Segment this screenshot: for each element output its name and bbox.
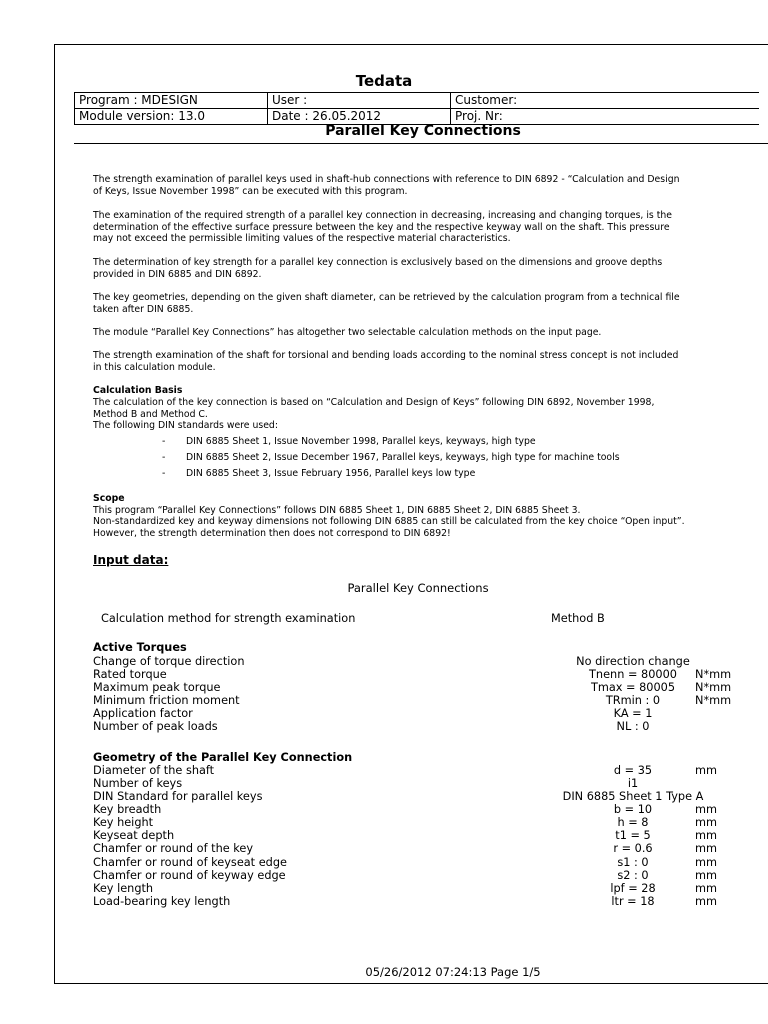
row-value: s1 : 0: [617, 856, 649, 869]
table-row: [93, 869, 768, 882]
intro-paragraph: The key geometries, depending on the given shaft diameter, can be retrieved by the calculation program from a technical file taken after DIN 6885.: [93, 292, 680, 315]
proj-nr-cell: Proj. Nr:: [451, 109, 760, 125]
calculation-basis-text: The calculation of the key connection is based on “Calculation and Design of Keys” following DIN 6892, November 1998, Method B and Method C.: [93, 397, 655, 420]
row-value: Tnenn = 80000: [589, 668, 677, 681]
row-label: Change of torque direction: [93, 655, 245, 668]
row-unit: mm: [695, 803, 718, 816]
table-row: [93, 707, 768, 720]
table-row: [93, 777, 768, 790]
row-label: Minimum friction moment: [93, 694, 240, 707]
row-label: Keyseat depth: [93, 829, 175, 842]
standards-intro: The following DIN standards were used:: [93, 420, 278, 431]
row-unit: N*mm: [695, 681, 732, 694]
table-row: [93, 694, 768, 707]
table-row: [93, 668, 768, 681]
scope-line: Non-standardized key and keyway dimensions not following DIN 6885 can still be calculated from the key choice “Open input”.: [93, 516, 685, 527]
row-label: Diameter of the shaft: [93, 764, 215, 777]
scope-line: This program “Parallel Key Connections” follows DIN 6885 Sheet 1, DIN 6885 Sheet 2, DIN 6885 Sheet 3.: [93, 505, 581, 516]
row-label: Chamfer or round of keyway edge: [93, 869, 286, 882]
row-value: r = 0.6: [613, 842, 653, 855]
intro-paragraph: The examination of the required strength of a parallel key connection in decreasing, increasing and changing torques, is the determination of the effective surface pressure between the key and the respective keyway wall on the shaft. This pressure may not exceed the permissible limiting values of the respective material characteristics.: [93, 210, 672, 244]
table-row: [93, 882, 768, 895]
header-table: [74, 92, 759, 125]
row-value: No direction change: [576, 655, 690, 668]
intro-paragraph: The strength examination of the shaft for torsional and bending loads according to the nominal stress concept is not included in this calculation module.: [93, 350, 679, 373]
table-row: [93, 681, 768, 694]
method-label: Calculation method for strength examination: [101, 612, 356, 625]
row-label: Key breadth: [93, 803, 162, 816]
row-label: DIN Standard for parallel keys: [93, 790, 263, 803]
input-data-heading: Input data:: [93, 553, 169, 567]
bullet-dash: -: [162, 468, 166, 479]
table-row: [93, 803, 768, 816]
table-row: [93, 720, 768, 733]
document-title: Parallel Key Connections: [325, 123, 521, 139]
row-label: Chamfer or round of keyseat edge: [93, 856, 287, 869]
row-unit: mm: [695, 895, 718, 908]
intro-paragraph: The strength examination of parallel keys used in shaft-hub connections with reference to DIN 6892 - “Calculation and Design of Keys, Issue November 1998” can be executed with this program.: [93, 174, 680, 197]
standard-item: DIN 6885 Sheet 1, Issue November 1998, Parallel keys, keyways, high type: [186, 436, 536, 447]
customer-cell: Customer:: [451, 93, 760, 109]
bullet-dash: -: [162, 436, 166, 447]
geometry-heading: Geometry of the Parallel Key Connection: [93, 751, 353, 764]
row-value: i1: [627, 777, 639, 790]
bullet-dash: -: [162, 452, 166, 463]
method-row: [93, 612, 768, 625]
table-row: [93, 790, 768, 803]
table-row: [93, 829, 768, 842]
standard-item: DIN 6885 Sheet 3, Issue February 1956, Parallel keys low type: [186, 468, 476, 479]
row-unit: mm: [695, 882, 718, 895]
table-row: [93, 764, 768, 777]
row-value: DIN 6885 Sheet 1 Type A: [562, 790, 704, 803]
row-value: t1 = 5: [615, 829, 651, 842]
row-unit: mm: [695, 842, 718, 855]
row-value: h = 8: [617, 816, 649, 829]
row-value: b = 10: [613, 803, 653, 816]
table-row: [93, 655, 768, 668]
table-row: [93, 842, 768, 855]
row-label: Number of peak loads: [93, 720, 218, 733]
method-value: Method B: [551, 612, 605, 625]
table-row: [93, 895, 768, 908]
row-label: Key height: [93, 816, 154, 829]
active-torques-heading: Active Torques: [93, 641, 187, 654]
row-unit: mm: [695, 816, 718, 829]
table-row: [93, 856, 768, 869]
row-value: TRmin : 0: [605, 694, 661, 707]
date-cell: Date : 26.05.2012: [268, 109, 451, 125]
row-unit: N*mm: [695, 668, 732, 681]
row-unit: mm: [695, 829, 718, 842]
row-unit: mm: [695, 856, 718, 869]
table-row: [93, 816, 768, 829]
user-cell: User :: [268, 93, 451, 109]
row-value: lpf = 28: [610, 882, 656, 895]
page-footer: 05/26/2012 07:24:13 Page 1/5: [365, 965, 541, 979]
scope-heading: Scope: [93, 493, 125, 504]
input-section-title: Parallel Key Connections: [347, 581, 489, 595]
scope-line: However, the strength determination then does not correspond to DIN 6892!: [93, 528, 451, 539]
module-version-cell: Module version: 13.0: [75, 109, 268, 125]
row-unit: mm: [695, 764, 718, 777]
row-label: Application factor: [93, 707, 193, 720]
row-value: d = 35: [613, 764, 653, 777]
company-name: Tedata: [355, 72, 413, 90]
row-unit: N*mm: [695, 694, 732, 707]
program-cell: Program : MDESIGN: [75, 93, 268, 109]
row-label: Rated torque: [93, 668, 167, 681]
intro-paragraph: The determination of key strength for a parallel key connection is exclusively based on the dimensions and groove depths provided in DIN 6885 and DIN 6892.: [93, 257, 663, 280]
row-label: Key length: [93, 882, 154, 895]
calculation-basis-heading: Calculation Basis: [93, 385, 183, 396]
row-label: Maximum peak torque: [93, 681, 221, 694]
title-divider: [74, 143, 768, 144]
row-value: s2 : 0: [617, 869, 649, 882]
row-value: ltr = 18: [611, 895, 655, 908]
row-value: Tmax = 80005: [590, 681, 676, 694]
row-unit: mm: [695, 869, 718, 882]
row-value: KA = 1: [613, 707, 653, 720]
intro-paragraph: The module “Parallel Key Connections” has altogether two selectable calculation methods on the input page.: [93, 327, 602, 338]
row-label: Chamfer or round of the key: [93, 842, 254, 855]
row-label: Number of keys: [93, 777, 183, 790]
row-value: NL : 0: [616, 720, 650, 733]
standard-item: DIN 6885 Sheet 2, Issue December 1967, Parallel keys, keyways, high type for machine tools: [186, 452, 620, 463]
row-label: Load-bearing key length: [93, 895, 231, 908]
